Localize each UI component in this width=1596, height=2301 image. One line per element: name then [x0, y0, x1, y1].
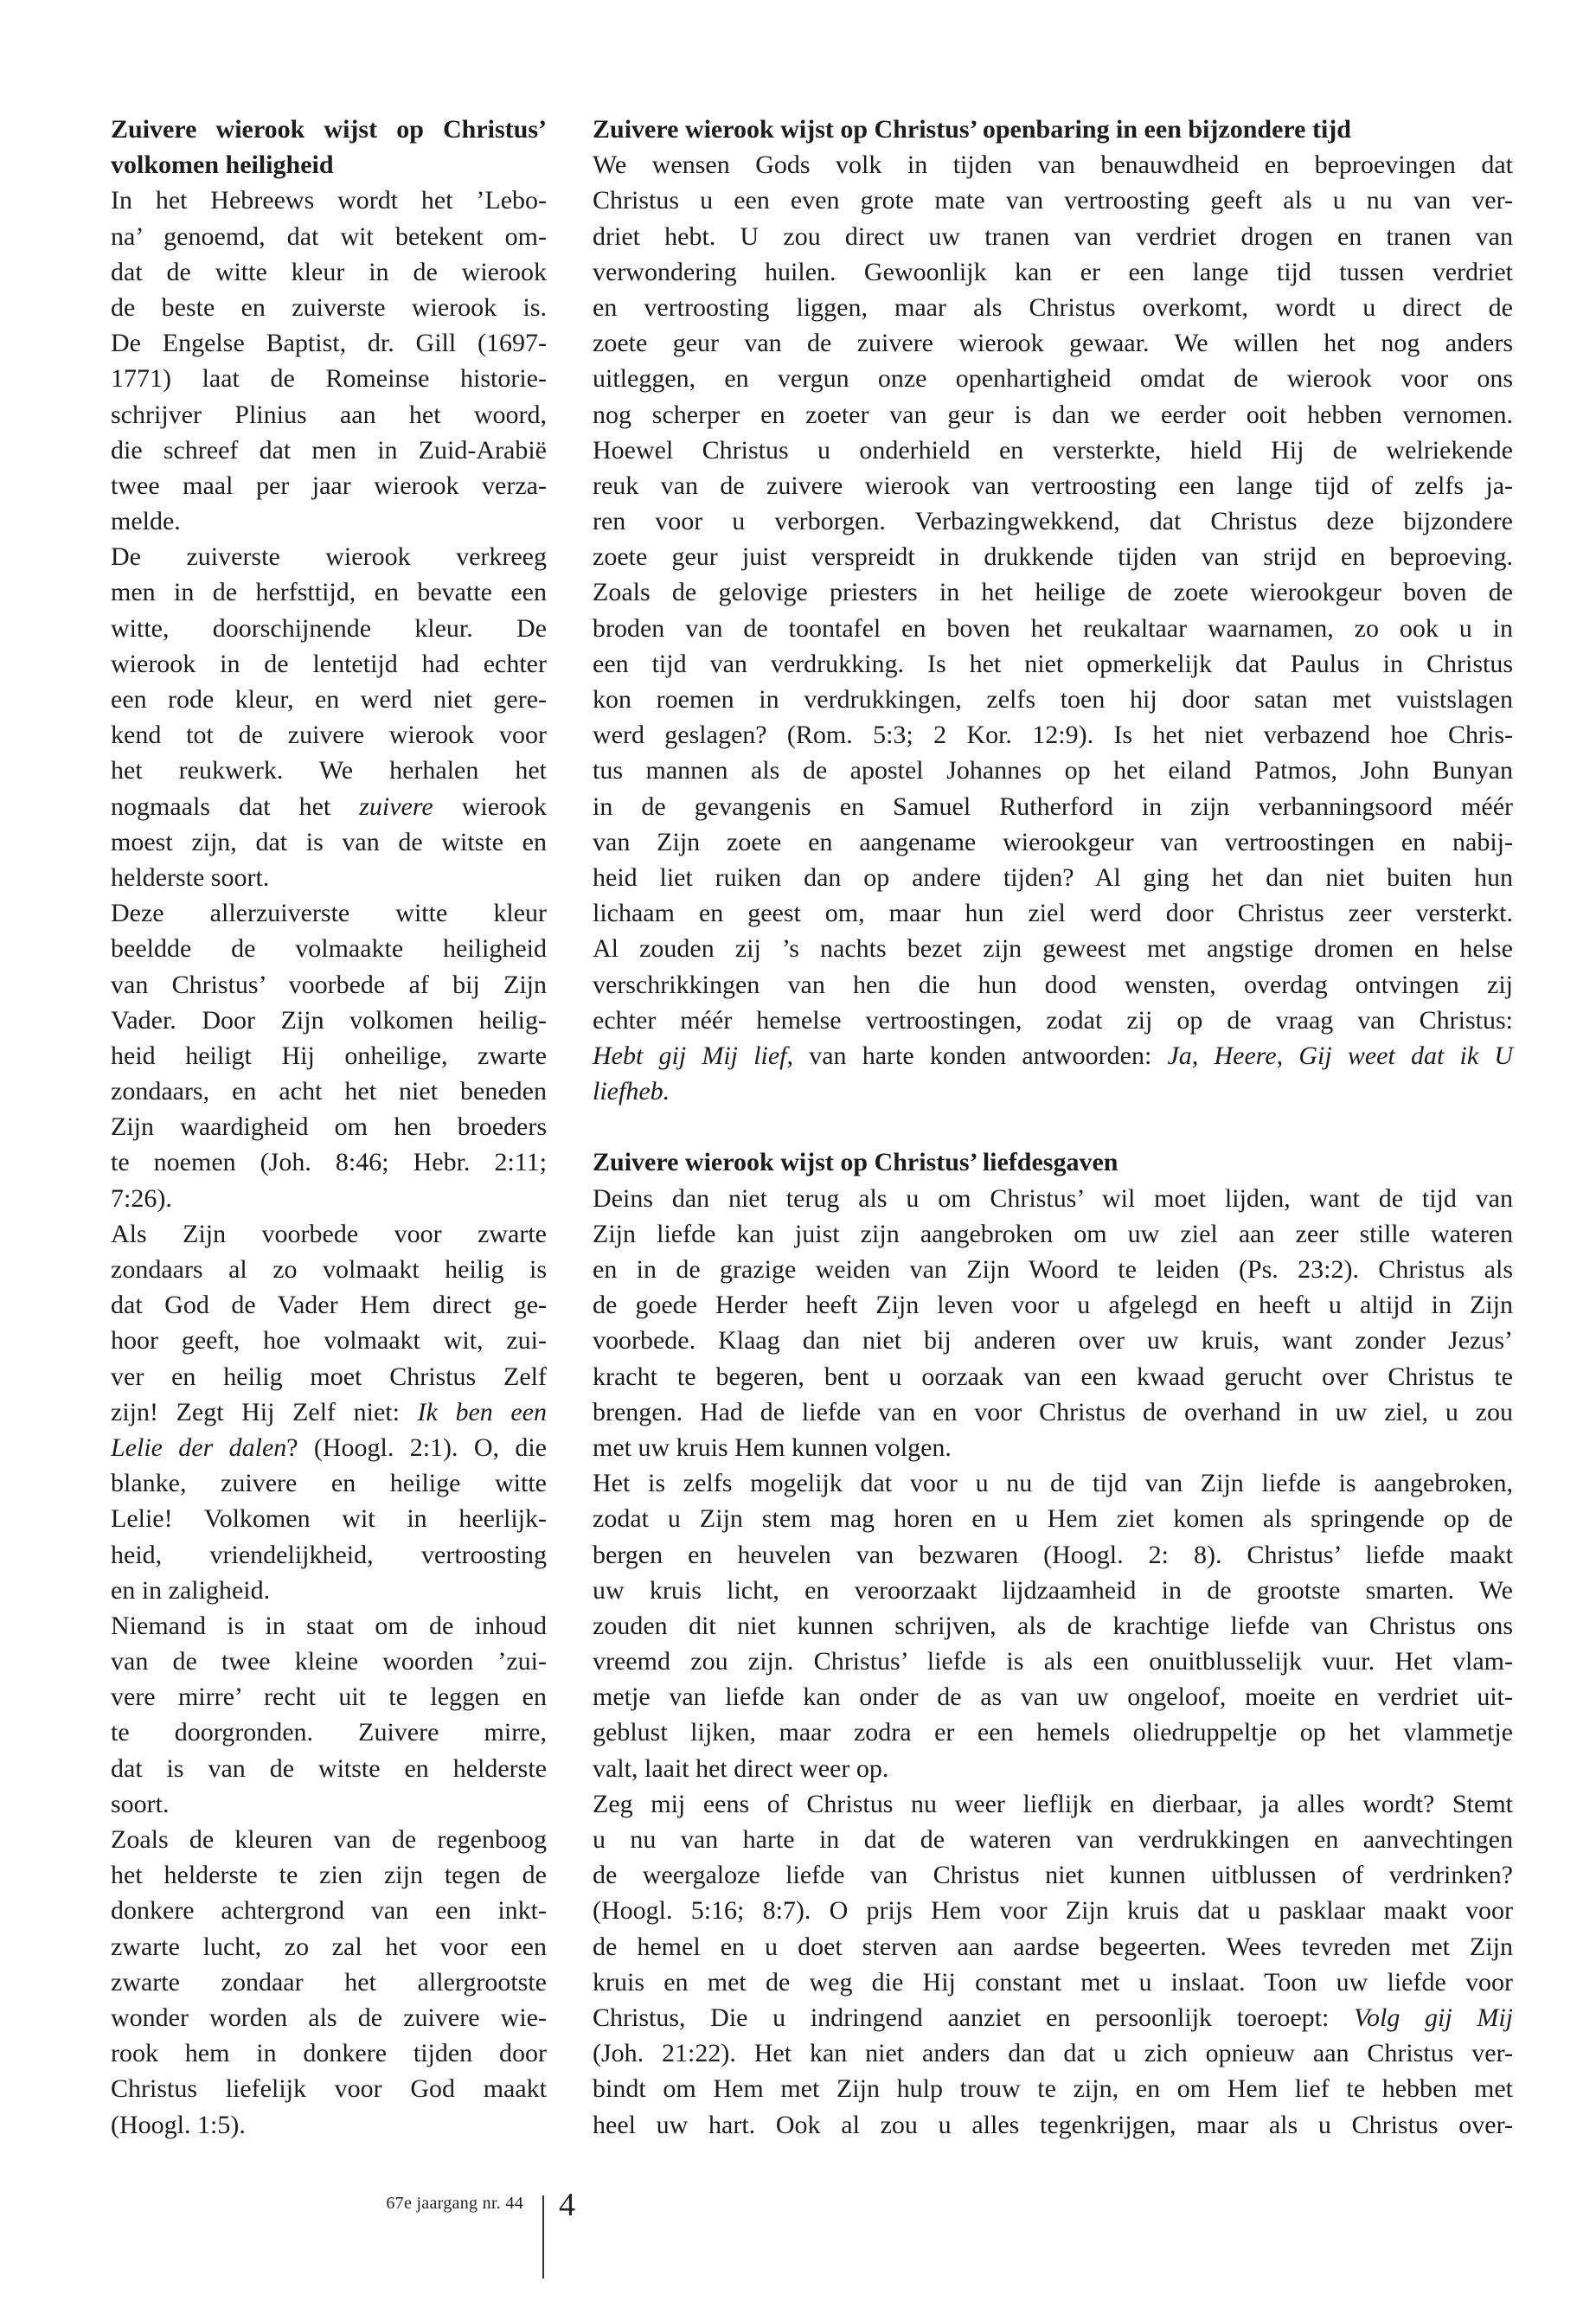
text-line: dat de witte kleur in de wierook: [111, 257, 547, 286]
italic-text: Ja, Heere, Gij weet dat ik U: [1167, 1041, 1514, 1070]
text-line: metje van liefde kan onder de as van uw ongeloof, moeite en verdriet uit-: [593, 1682, 1513, 1712]
text-line: tus mannen als de apostel Johannes op het eiland Patmos, John Bunyan: [593, 756, 1513, 785]
text-line: kracht te begeren, bent u oorzaak van een kwaad gerucht over Christus te: [593, 1362, 1513, 1391]
text-line: Lelie! Volkomen wit in heerlijk-: [111, 1504, 547, 1534]
text-run: zijn! Zegt Hij Zelf niet:: [111, 1397, 418, 1426]
text-line: Zoals de kleuren van de regenboog: [111, 1825, 547, 1854]
text-line: ver en heilig moet Christus Zelf: [111, 1362, 547, 1391]
italic-text: Hebt gij Mij lief,: [593, 1041, 794, 1070]
text-line: heid liet ruiken dan op andere tijden? Al ging het dan niet buiten hun: [593, 862, 1513, 892]
text-line: geblust lijken, maar zodra er een hemels oliedruppeltje op het vlammetje: [593, 1718, 1513, 1747]
text-line: te noemen (Joh. 8:46; Hebr. 2:11;: [111, 1148, 547, 1177]
text-line: na’ genoemd, dat wit betekent om-: [111, 221, 547, 251]
text-line: het reukwerk. We herhalen het: [111, 756, 547, 785]
text-line: 7:26).: [111, 1183, 172, 1213]
text-run: nogmaals dat het: [111, 792, 360, 821]
text-line: en in zaligheid.: [111, 1575, 271, 1605]
text-line: Zijn liefde kan juist zijn aangebroken om uw ziel aan zeer stille wateren: [593, 1219, 1513, 1248]
text-line: witte, doorschijnende kleur. De: [111, 613, 547, 643]
text-line: lichaam en geest om, maar hun ziel werd door Christus zeer versterkt.: [593, 899, 1513, 928]
text-line: We wensen Gods volk in tijden van benauwdheid en beproevingen dat: [593, 151, 1513, 180]
text-line: zwarte lucht, zo zal het voor een: [111, 1932, 547, 1961]
text-line: Vader. Door Zijn volkomen heilig-: [111, 1005, 547, 1035]
section-heading: [111, 112, 547, 183]
text-line: Deze allerzuiverste witte kleur: [111, 899, 547, 928]
text-line: een rode kleur, en werd niet gere-: [111, 685, 547, 714]
italic-text: liefheb.: [593, 1077, 670, 1106]
text-line: met uw kruis Hem kunnen volgen.: [593, 1433, 952, 1462]
text-line: uitleggen, en vergun onze openhartigheid omdat de wierook voor ons: [593, 364, 1513, 394]
text-line: zoete geur van de zuivere wierook gewaar. We willen het nog anders: [593, 329, 1513, 358]
text-line: De zuiverste wierook verkreeg: [111, 542, 547, 572]
text-line: zwarte zondaar het allergrootste: [111, 1967, 547, 1997]
text-line: echter méér hemelse vertroostingen, zodat zij op de vraag van Christus:: [593, 1005, 1513, 1035]
footer-issue: 67e jaargang nr. 44: [386, 2194, 523, 2213]
text-line: twee maal per jaar wierook verza-: [111, 471, 547, 500]
text-line: wonder worden als de zuivere wie-: [111, 2003, 547, 2032]
text-line: Al zouden zij ’s nachts bezet zijn geweest met angstige dromen en helse: [593, 934, 1513, 964]
text-line: wierook in de lentetijd had echter: [111, 649, 547, 678]
text-line: Hoewel Christus u onderhield en versterkte, hield Hij de welriekende: [593, 435, 1513, 465]
text-line: de hemel en u doet sterven aan aardse begeerten. Wees tevreden met Zijn: [593, 1932, 1513, 1961]
footer-divider: [542, 2195, 544, 2279]
text-line: Zijn waardigheid om hen broeders: [111, 1112, 547, 1142]
text-line: bindt om Hem met Zijn hulp trouw te zijn, en om Hem lief te hebben met: [593, 2074, 1513, 2104]
text-line: te doorgronden. Zuivere mirre,: [111, 1718, 547, 1747]
text-line: dat God de Vader Hem direct ge-: [111, 1291, 547, 1320]
text-line: (Joh. 21:22). Het kan niet anders dan dat u zich opnieuw aan Christus ver-: [593, 2039, 1513, 2068]
text-line: en in de grazige weiden van Zijn Woord te leiden (Ps. 23:2). Christus als: [593, 1255, 1513, 1284]
text-line: Niemand is in staat om de inhoud: [111, 1611, 547, 1640]
page-number: 4: [559, 2187, 575, 2223]
text-line: bergen en heuvelen van bezwaren (Hoogl. 2: 8). Christus’ liefde maakt: [593, 1540, 1513, 1569]
section-heading: [593, 112, 1513, 147]
text-line: helderste soort.: [111, 862, 270, 892]
text-line: De Engelse Baptist, dr. Gill (1697-: [111, 329, 547, 358]
text-line: verwondering huilen. Gewoonlijk kan er een lange tijd tussen verdriet: [593, 257, 1513, 286]
italic-text: Ik ben een: [417, 1397, 547, 1426]
text-line: van Christus’ voorbede af bij Zijn: [111, 970, 547, 999]
text-line: verschrikkingen van hen die hun dood wensten, overdag ontvingen zij: [593, 970, 1513, 999]
text-line: melde.: [111, 507, 181, 536]
text-line: soort.: [111, 1789, 170, 1818]
text-line: zouden dit niet kunnen schrijven, als de krachtige liefde van Christus ons: [593, 1611, 1513, 1640]
paragraph: [111, 1822, 547, 2143]
text-line: dat is van de witste en helderste: [111, 1753, 547, 1783]
text-line: Deins dan niet terug als u om Christus’ wil moet lijden, want de tijd van: [593, 1183, 1513, 1213]
italic-text: Volg gij Mij: [1354, 2003, 1513, 2032]
text-line: Zuivere wierook wijst op Christus’: [111, 115, 547, 144]
italic-text: Lelie der dalen: [111, 1433, 287, 1462]
paragraph: [593, 1181, 1513, 1466]
paragraph: [111, 183, 547, 539]
text-line: zondaars, en acht het niet beneden: [111, 1077, 547, 1106]
text-line: (Hoogl. 5:16; 8:7). O prijs Hem voor Zijn kruis dat u pasklaar maakt voor: [593, 1896, 1513, 1926]
text-line: de weergaloze liefde van Christus niet kunnen uitblussen of verdrinken?: [593, 1861, 1513, 1890]
text-line: werd geslagen? (Rom. 5:3; 2 Kor. 12:9). Is het niet verbazend hoe Chris-: [593, 721, 1513, 750]
right-column: [593, 112, 1513, 2143]
text-line: kruis en met de weg die Hij constant met u inslaat. Toon uw liefde voor: [593, 1967, 1513, 1997]
text-line: kon roemen in verdrukkingen, zelfs toen hij door satan met vuistslagen: [593, 685, 1513, 714]
text-line: in de gevangenis en Samuel Rutherford in zijn verbanningsoord méér: [593, 792, 1513, 821]
text-line: vreemd zou zijn. Christus’ liefde is als een onuitblusselijk vuur. Het vlam-: [593, 1647, 1513, 1676]
text-line: moest zijn, dat is van de witste en: [111, 827, 547, 856]
text-line: Als Zijn voorbede voor zwarte: [111, 1219, 547, 1248]
italic-text: zuivere: [359, 792, 433, 821]
text-line: een tijd van verdrukking. Is het niet opmerkelijk dat Paulus in Christus: [593, 649, 1513, 678]
text-line: zoete geur juist verspreidt in drukkende tijden van strijd en beproeving.: [593, 542, 1513, 572]
text-line: die schreef dat men in Zuid-Arabië: [111, 435, 547, 465]
text-line: Zeg mij eens of Christus nu weer lieflijk en dierbaar, ja alles wordt? Stemt: [593, 1789, 1513, 1818]
text-line: schrijver Plinius aan het woord,: [111, 400, 547, 429]
text-line: kend tot de zuivere wierook voor: [111, 721, 547, 750]
text-line: ren voor u verborgen. Verbazingwekkend, dat Christus deze bijzondere: [593, 507, 1513, 536]
paragraph: [593, 1786, 1513, 2143]
text-line: Zuivere wierook wijst op Christus’ openbaring in een bijzondere tijd: [593, 115, 1351, 144]
text-line: zodat u Zijn stem mag horen en u Hem ziet komen als springende op de: [593, 1504, 1513, 1534]
text-line: 1771) laat de Romeinse historie-: [111, 364, 547, 394]
text-line: u nu van harte in dat de wateren van verdrukkingen en aanvechtingen: [593, 1825, 1513, 1854]
text-line: [111, 1430, 547, 1465]
text-line: [111, 1394, 547, 1430]
text-line: (Hoogl. 1:5).: [111, 2110, 246, 2139]
text-line: zondaars al zo volmaakt heilig is: [111, 1255, 547, 1284]
text-line: van Zijn zoete en aangename wierookgeur van vertroostingen en nabij-: [593, 827, 1513, 856]
paragraph: [111, 895, 547, 1216]
text-line: de goede Herder heeft Zijn leven voor u afgelegd en heeft u altijd in Zijn: [593, 1291, 1513, 1320]
text-line: Christus liefelijk voor God maakt: [111, 2074, 547, 2104]
text-line: valt, laait het direct weer op.: [593, 1753, 889, 1783]
text-line: en vertroosting liggen, maar als Christus overkomt, wordt u direct de: [593, 292, 1513, 322]
text-line: In het Hebreews wordt het ’Lebo-: [111, 186, 547, 215]
paragraph: [111, 1608, 547, 1822]
text-line: men in de herfsttijd, en bevatte een: [111, 578, 547, 607]
text-line: Zuivere wierook wijst op Christus’ liefdesgaven: [593, 1148, 1118, 1177]
text-line: [593, 2000, 1513, 2035]
text-line: driet hebt. U zou direct uw tranen van verdriet drogen en tranen van: [593, 221, 1513, 251]
text-line: uw kruis licht, en veroorzaakt lijdzaamheid in de grootste smarten. We: [593, 1575, 1513, 1605]
text-run: wierook: [433, 792, 547, 821]
text-line: voorbede. Klaag dan niet bij anderen over uw kruis, want zonder Jezus’: [593, 1326, 1513, 1356]
text-line: reuk van de zuivere wierook van vertroosting een lange tijd of zelfs ja-: [593, 471, 1513, 500]
text-line: rook hem in donkere tijden door: [111, 2039, 547, 2068]
text-line: heel uw hart. Ook al zou u alles tegenkrijgen, maar als u Christus over-: [593, 2110, 1513, 2139]
text-line: heid heiligt Hij onheilige, zwarte: [111, 1041, 547, 1070]
text-line: het helderste te zien zijn tegen de: [111, 1861, 547, 1890]
text-line: blanke, zuivere en heilige witte: [111, 1469, 547, 1498]
text-line: vere mirre’ recht uit te leggen en: [111, 1682, 547, 1712]
text-line: [111, 789, 547, 824]
left-column: [111, 112, 547, 2143]
text-line: broden van de toontafel en boven het reukaltaar waarnamen, zo ook u in: [593, 613, 1513, 643]
text-line: hoor geeft, hoe volmaakt wit, zui-: [111, 1326, 547, 1356]
paragraph: [593, 1465, 1513, 1786]
text-line: Christus u een even grote mate van vertroosting geeft als u nu van ver-: [593, 186, 1513, 215]
paragraph: [111, 1216, 547, 1608]
text-run: ? (Hoogl. 2:1). O, die: [286, 1433, 547, 1462]
text-line: nog scherper en zoeter van geur is dan we eerder ooit hebben vernomen.: [593, 400, 1513, 429]
text-line: heid, vriendelijkheid, vertroosting: [111, 1540, 547, 1569]
text-line: beeldde de volmaakte heiligheid: [111, 934, 547, 964]
text-line: Het is zelfs mogelijk dat voor u nu de tijd van Zijn liefde is aangebroken,: [593, 1469, 1513, 1498]
text-line: [593, 1038, 1513, 1074]
paragraph: [593, 147, 1513, 1109]
text-run: van harte konden antwoorden:: [793, 1041, 1168, 1070]
section-heading: [593, 1144, 1513, 1180]
text-line: donkere achtergrond van een inkt-: [111, 1896, 547, 1926]
text-line: brengen. Had de liefde van en voor Christus de overhand in uw ziel, u zou: [593, 1397, 1513, 1426]
text-line: Zoals de gelovige priesters in het heilige de zoete wierookgeur boven de: [593, 578, 1513, 607]
text-run: Christus, Die u indringend aanziet en persoonlijk toeroept:: [593, 2003, 1354, 2032]
text-line: de beste en zuiverste wierook is.: [111, 292, 547, 322]
text-line: volkomen heiligheid: [111, 151, 334, 180]
text-line: van de twee kleine woorden ’zui-: [111, 1647, 547, 1676]
text-line: [593, 1074, 1513, 1109]
paragraph: [111, 539, 547, 895]
